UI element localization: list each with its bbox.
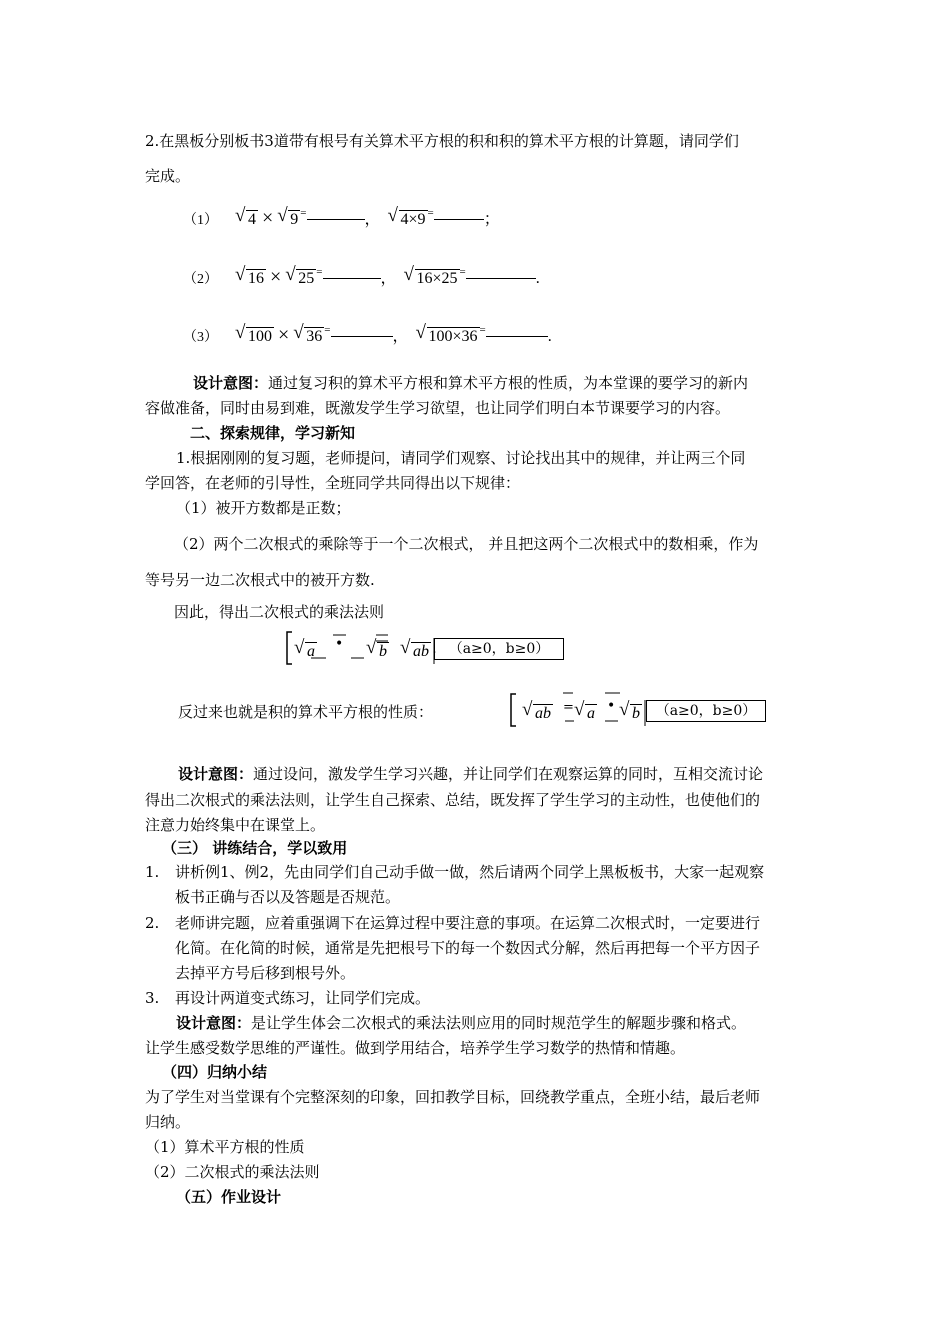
reverse-property-formula [508,690,766,730]
list-item-2-num: 2. [145,914,160,932]
intent-2-line-3: 注意力始终集中在课堂上。 [145,816,326,834]
exercise-label: （1） [183,213,218,228]
sqrt-4: √ 4 [235,205,256,228]
list-item-3-num: 3. [145,989,160,1007]
sqrt-b: √ b [619,699,640,722]
sqrt-ab: √ ab [400,637,429,660]
sqrt-16x25: √ 16×25 [403,264,458,287]
dot-symbol: • [607,698,616,714]
dot-symbol: • [335,636,344,652]
exercise-label: （3） [183,330,218,345]
section-4-title: （四）归纳小结 [162,1063,268,1081]
exercise-label: （2） [183,272,218,287]
multiplication-rule-formula [284,628,564,668]
rule-2-line-1: （2）两个二次根式的乘除等于一个二次根式， 并且把这两个二次根式中的数相乘，作为 [174,535,759,553]
sqrt-36: √ 36 [293,322,323,345]
sqrt-b: √ b [366,637,387,660]
section-5-title: （五）作业设计 [176,1188,282,1206]
intent-1-line-1: 设计意图：通过复习积的算术平方根和算术平方根的性质，为本堂课的要学习的新内 [193,374,749,392]
intent-label: 设计意图： [193,374,269,392]
period: . [432,639,437,657]
section-4-p1: 为了学生对当堂课有个完整深刻的印象，回扣教学目标，回绕教学重点，全班小结，最后老师 [145,1088,761,1106]
list-item-2-line-3: 去掉平方号后移到根号外。 [175,964,356,982]
section-2-title: 二、探索规律，学习新知 [190,424,356,442]
section-4-p2: 归纳。 [145,1113,191,1131]
intent-3-line-1: 设计意图：是让学生体会二次根式的乘法法则应用的同时规范学生的解题步骤和格式。 [176,1014,747,1032]
sqrt-100x36: √ 100×36 [415,322,478,345]
intent-2-line-2: 得出二次根式的乘法法则，让学生自己探索、总结，既发挥了学生学习的主动性，也使他们的 [145,791,761,809]
list-item-1-line-1: 讲析例1、例2，先由同学们自己动手做一做，然后请两个同学上黑板板书，大家一起观察 [175,863,765,881]
sqrt-9: √ 9 [277,205,299,228]
exercise-3: （3） √ 100 × √ 36 = ， √ 100×36 = . [183,322,552,346]
reverse-label: 反过来也就是积的算术平方根的性质： [178,703,434,721]
sqrt-100: √ 100 [235,322,272,345]
intro-line-2: 完成。 [145,167,191,185]
list-item-1-line-2: 板书正确与否以及答题是否规范。 [175,888,401,906]
sqrt-16: √ 16 [235,264,264,287]
sqrt-a: √ a [294,637,315,660]
sqrt-25: √ 25 [285,264,315,287]
list-item-3-line-1: 再设计两道变式练习，让同学们完成。 [175,989,431,1007]
section-2-p1-line-1: 1.根据刚刚的复习题，老师提问，请同学们观察、讨论找出其中的规律，并让两三个同 [176,449,746,467]
intent-3-line-2: 让学生感受数学思维的严谨性。做到学用结合，培养学生学习数学的热情和情趣。 [145,1039,686,1057]
rule-1: （1）被开方数都是正数； [176,499,351,517]
intent-label: 设计意图： [178,765,254,783]
sqrt-ab: √ ab [522,699,551,722]
intent-label: 设计意图： [176,1014,252,1032]
intent-2-line-1: 设计意图：通过设问，激发学生学习兴趣，并让同学们在观察运算的同时，互相交流讨论 [178,765,764,783]
condition-box: （a≥0，b≥0） [646,700,766,722]
condition-box: （a≥0，b≥0） [434,638,564,660]
list-item-2-line-1: 老师讲完题，应着重强调下在运算过程中要注意的事项。在运算二次根式时，一定要进行 [175,914,761,932]
exercise-1: （1） √ 4 × √ 9 = ， √ 4×9 = ； [183,205,500,229]
therefore-text: 因此，得出二次根式的乘法法则 [174,603,385,621]
equals-symbol: = [563,700,574,715]
section-3-title: （三） 讲练结合，学以致用 [162,839,348,857]
intro-line-1: 2.在黑板分别板书3道带有根号有关算术平方根的积和积的算术平方根的计算题，请同学们 [145,132,739,150]
list-item-2-line-2: 化简。在化简的时候，通常是先把根号下的每一个数因式分解，然后再把每一个平方因子 [175,939,761,957]
summary-item-1: （1）算术平方根的性质 [145,1138,305,1156]
sqrt-4x9: √ 4×9 [387,205,426,228]
sqrt-a: √ a [574,699,595,722]
section-2-p1-line-2: 学回答，在老师的引导性，全班同学共同得出以下规律： [145,474,521,492]
intent-1-line-2: 容做准备，同时由易到难，既激发学生学习欲望，也让同学们明白本节课要学习的内容。 [145,399,731,417]
rule-2-line-2: 等号另一边二次根式中的被开方数. [145,571,375,589]
summary-item-2: （2）二次根式的乘法法则 [145,1163,320,1181]
list-item-1-num: 1. [145,863,160,881]
exercise-2: （2） √ 16 × √ 25 = ， √ 16×25 = . [183,264,540,288]
